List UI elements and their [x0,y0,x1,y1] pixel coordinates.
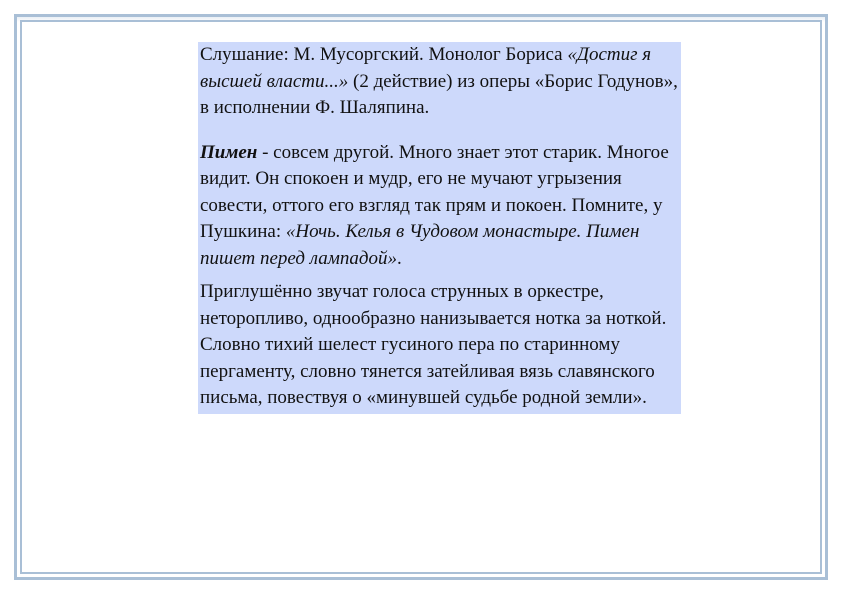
monologue-quote: «Достиг я высшей власти...» [200,44,652,92]
pushkin-quote: «Ночь. Келья в Чудовом монастыре. Пимен пишет перед лампадой» [200,221,640,269]
paragraph-pimen [200,140,679,273]
pimen-text: - совсем другой. Много знает этот старик. Многое видит. Он спокоен и мудр, его не мучают угрызения совести, оттого его взгляд так прям и покоен. Помните, у Пушкина: [200,141,669,242]
text-block [198,42,681,414]
paragraph-listening [200,42,679,122]
pimen-name: Пимен [200,141,258,163]
listening-prefix: Слушание: М. Мусоргский. Монолог Бориса [200,44,568,65]
paragraph-spacer [200,122,679,140]
paragraph-gap [200,272,679,279]
listening-suffix: (2 действие) из оперы «Борис Годунов», в исполнении Ф. Шаляпина. [200,70,678,118]
paragraph-orchestra: Приглушённо звучат голоса струнных в оркестре, неторопливо, однообразно нанизывается нотка за ноткой. Словно тихий шелест гусиного пера по старинному пергаменту, словно тянется затейливая вязь славянского письма, повествуя о «минувшей судьбе родной земли». [200,281,667,408]
pimen-end: . [397,247,402,269]
